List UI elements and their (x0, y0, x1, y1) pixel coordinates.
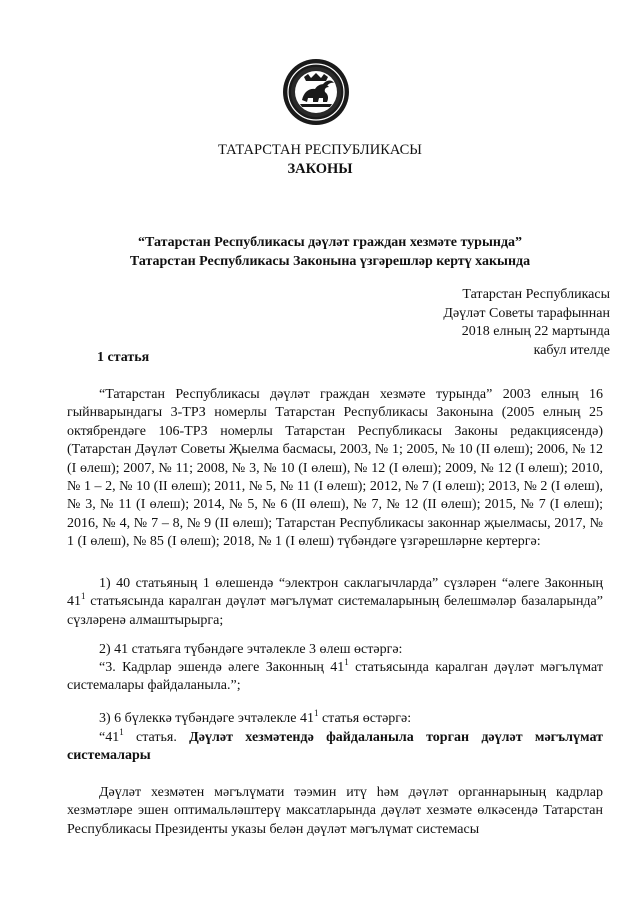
adoption-line-1: Татарстан Республикасы (462, 287, 610, 302)
item3-superscript: 1 (313, 708, 319, 718)
item1-text-b: статьясында каралган дәүләт мәгълүмат системаларының белешмәләр базаларында” сүзләренә алмаштырырга; (67, 594, 603, 628)
law-header (0, 141, 640, 179)
adoption-line-2: Дәүләт Советы тарафыннан (443, 305, 610, 321)
article-heading: 1 статья (97, 350, 150, 365)
amendment-item-3 (67, 710, 603, 728)
title-line-2: Татарстан Республикасы Законына үзгәрешләр кертү хакында (129, 254, 531, 269)
header-law: ЗАКОНЫ (287, 161, 353, 177)
item2-quote-superscript: 1 (344, 657, 349, 667)
amendment-item-2-quote (67, 659, 603, 696)
new-article-title: Дәүләт хезмәтендә файдаланыла торган дәүләт мәгълүмат системалары (67, 730, 603, 764)
new-article-num-a: “41 (99, 730, 120, 745)
new-article-heading (67, 729, 603, 766)
new-article-num-b: статья. (123, 730, 190, 745)
article-intro-paragraph: “Татарстан Республикасы дәүләт граждан хезмәте турында” 2003 елның 16 гыйнварындагы 3-ТРЗ номерлы Татарстан Республикасы Законына (2005 елның 25 октябрендәге 106-ТРЗ номерлы Татарстан Республикасы Законы редакциясендә) (Татарстан Дәүләт Советы Җыелма басмасы, 2003, № 1; 2005, № 10 (II өлеш); 2006, № 12 (I өлеш); 2007, № 11; 2008, № 3, № 10 (I өлеш), № 12 (I өлеш); 2009, № 12 (I өлеш); 2010, № 1 – 2, № 10 (II өлеш); 2011, № 5, № 11 (I өлеш); 2012, № 7 (I өлеш); 2013, № 2 (I өлеш), № 3, № 11 (I өлеш); 2014, № 5, № 6 (II өлеш), № 7, № 12 (II өлеш); 2015, № 7 (I өлеш); 2016, № 4, № 7 – 8, № 9 (II өлеш); Татарстан Республикасы законнар җыелмасы, 2017, № 1 (I өлеш), № 85 (I өлеш); 2018, № 1 (I өлеш) түбәндәге үзгәрешләрне кертергә: (67, 387, 603, 550)
new-article-superscript: 1 (119, 727, 124, 737)
adoption-line-4: кабул ителде (533, 342, 610, 358)
new-article-body: Дәүләт хезмәтен мәгълүмати тәэмин итү һәм дәүләт органнарының кадрлар хезмәтләре эшен оптимальләштерү максатларында дәүләт хезмәте өлкәсендә Татарстан Республикасы Президенты указы белән дәүләт мәгълүмат системасы (67, 785, 603, 837)
adoption-date: 2018 елның 22 мартында (461, 324, 610, 340)
amendment-item-1 (67, 575, 603, 630)
tatarstan-emblem-icon (282, 58, 350, 126)
title-line-1: “Татарстан Республикасы дәүләт граждан хезмәте турында” (137, 235, 523, 250)
adoption-block (350, 286, 610, 360)
item1-text-a: 1) 40 статьяның 1 өлешендә “электрон саклагычларда” сүзләрен “әлеге Законның 41 (67, 576, 603, 610)
law-title (70, 233, 590, 271)
header-republic: ТАТАРСТАН РЕСПУБЛИКАСЫ (218, 142, 422, 158)
item1-superscript: 1 (81, 591, 86, 602)
item2-quote-a: “3. Кадрлар эшендә әлеге Законның 41 (99, 660, 345, 675)
amendment-item-2: 2) 41 статьяга түбәндәге эчтәлекле 3 өлеш өстәргә: (99, 642, 403, 657)
item2-quote-b: статьясында каралган дәүләт мәгълүмат системалары файдаланыла.”; (67, 660, 603, 694)
item3-text-a: 3) 6 бүлеккә түбәндәге эчтәлекле 41 (99, 711, 314, 726)
item3-text-b: статья өстәргә: (318, 711, 412, 726)
